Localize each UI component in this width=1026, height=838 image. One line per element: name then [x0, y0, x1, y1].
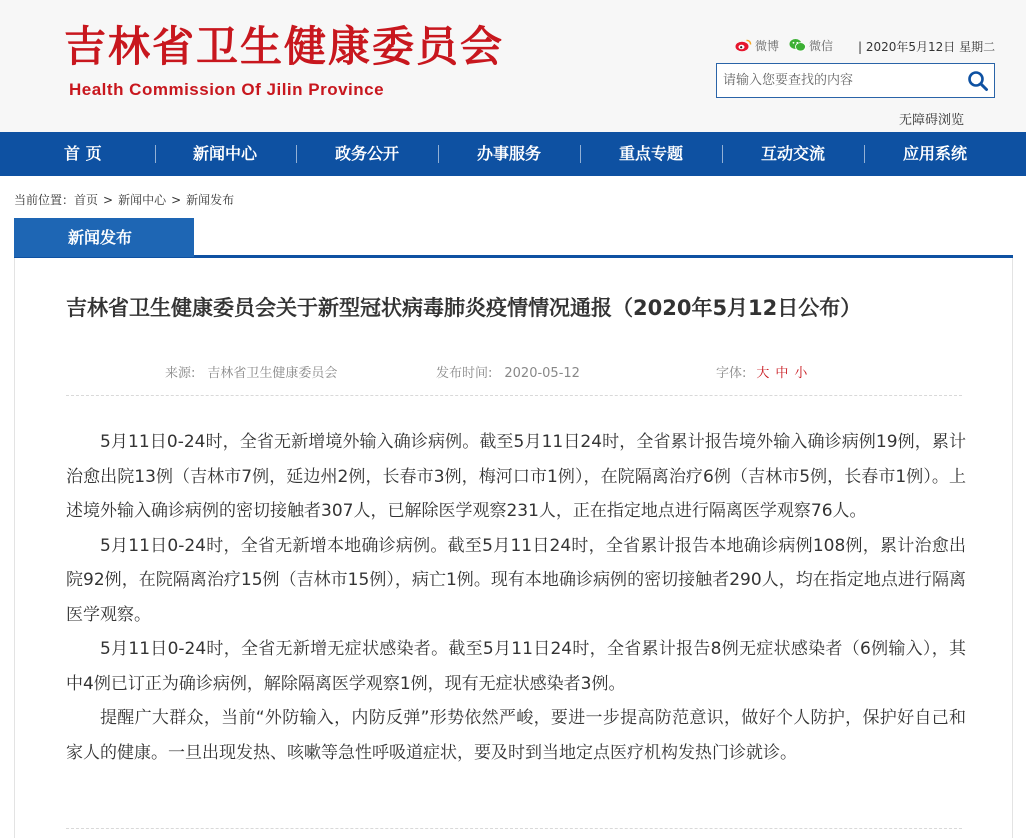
breadcrumb-separator: >: [171, 192, 182, 207]
font-size-large[interactable]: 大: [756, 366, 770, 381]
search-icon[interactable]: [966, 69, 990, 93]
nav-divider: [864, 145, 865, 163]
site-logo-english[interactable]: Health Commission Of Jilin Province: [69, 80, 385, 99]
breadcrumb-home[interactable]: 首页: [74, 193, 99, 207]
weibo-icon: [735, 38, 752, 52]
section-tab-news-release[interactable]: 新闻发布: [14, 218, 194, 257]
font-size-medium[interactable]: 中: [775, 366, 789, 381]
weibo-link[interactable]: [735, 37, 779, 53]
breadcrumb-news-center[interactable]: 新闻中心: [118, 193, 167, 207]
article-bottom-divider: [66, 828, 962, 829]
article-paragraph: 5月11日0-24时，全省无新增境外输入确诊病例。截至5月11日24时，全省累计报告境外输入确诊病例19例，累计治愈出院13例（吉林市7例，延边州2例，长春市3例，梅河口市1例），在院隔离治疗6例（吉林市5例，长春市1例）。上述境外输入确诊病例的密切接触者307人，已解除医学观察231人，正在指定地点进行隔离医学观察76人。: [66, 432, 966, 521]
nav-government-affairs[interactable]: 政务公开: [335, 144, 400, 163]
nav-divider: [438, 145, 439, 163]
main-nav: [0, 132, 1026, 176]
nav-interaction[interactable]: 互动交流: [761, 144, 826, 163]
breadcrumb-separator: >: [103, 192, 114, 207]
article-date: [436, 362, 580, 381]
search-input[interactable]: [717, 64, 957, 97]
font-size-switcher: [716, 362, 807, 381]
font-size-label: 字体:: [716, 366, 747, 381]
search-box: [716, 63, 995, 98]
date-label: 发布时间:: [436, 366, 493, 381]
nav-news-center[interactable]: 新闻中心: [193, 144, 258, 163]
weibo-label: 微博: [755, 38, 780, 53]
nav-key-topics[interactable]: 重点专题: [619, 144, 684, 163]
meta-divider: [66, 395, 962, 396]
breadcrumb-news-release[interactable]: 新闻发布: [186, 193, 235, 207]
nav-applications[interactable]: 应用系统: [903, 144, 968, 163]
nav-divider: [155, 145, 156, 163]
date-value: 2020-05-12: [504, 366, 580, 381]
article-paragraph: 5月11日0-24时，全省无新增无症状感染者。截至5月11日24时，全省累计报告8例无症状感染者（6例输入），其中4例已订正为确诊病例，解除隔离医学观察1例，现有无症状感染者3例。: [66, 639, 966, 694]
accessibility-link[interactable]: 无障碍浏览: [899, 113, 965, 128]
source-label: 来源:: [165, 366, 196, 381]
article-paragraph: 提醒广大群众，当前“外防输入，内防反弹”形势依然严峻，要进一步提高防范意识，做好个人防护，保护好自己和家人的健康。一旦出现发热、咳嗽等急性呼吸道症状，要及时到当地定点医疗机构发热门诊就诊。: [66, 708, 966, 763]
wechat-link[interactable]: [789, 37, 833, 53]
nav-divider: [580, 145, 581, 163]
source-value: 吉林省卫生健康委员会: [207, 366, 338, 381]
wechat-icon: [789, 38, 806, 52]
nav-services[interactable]: 办事服务: [477, 144, 542, 163]
current-date: | 2020年5月12日 星期二: [858, 40, 996, 54]
nav-home[interactable]: 首 页: [64, 144, 102, 163]
article-title: 吉林省卫生健康委员会关于新型冠状病毒肺炎疫情情况通报（2020年5月12日公布）: [66, 296, 862, 320]
wechat-label: 微信: [809, 38, 834, 53]
breadcrumb-prefix: 当前位置：: [14, 193, 75, 207]
nav-divider: [296, 145, 297, 163]
site-logo-chinese[interactable]: 吉林省卫生健康委员会: [64, 22, 505, 71]
article-paragraph: 5月11日0-24时，全省无新增本地确诊病例。截至5月11日24时，全省累计报告本地确诊病例108例，累计治愈出院92例，在院隔离治疗15例（吉林市15例），病亡1例。现有本地确诊病例的密切接触者290人，均在指定地点进行隔离医学观察。: [66, 535, 966, 625]
article-source: [165, 362, 337, 381]
site-header: [0, 0, 1026, 132]
breadcrumb: [14, 191, 234, 208]
font-size-small[interactable]: 小: [794, 366, 808, 381]
article-body: [66, 425, 966, 770]
nav-divider: [722, 145, 723, 163]
